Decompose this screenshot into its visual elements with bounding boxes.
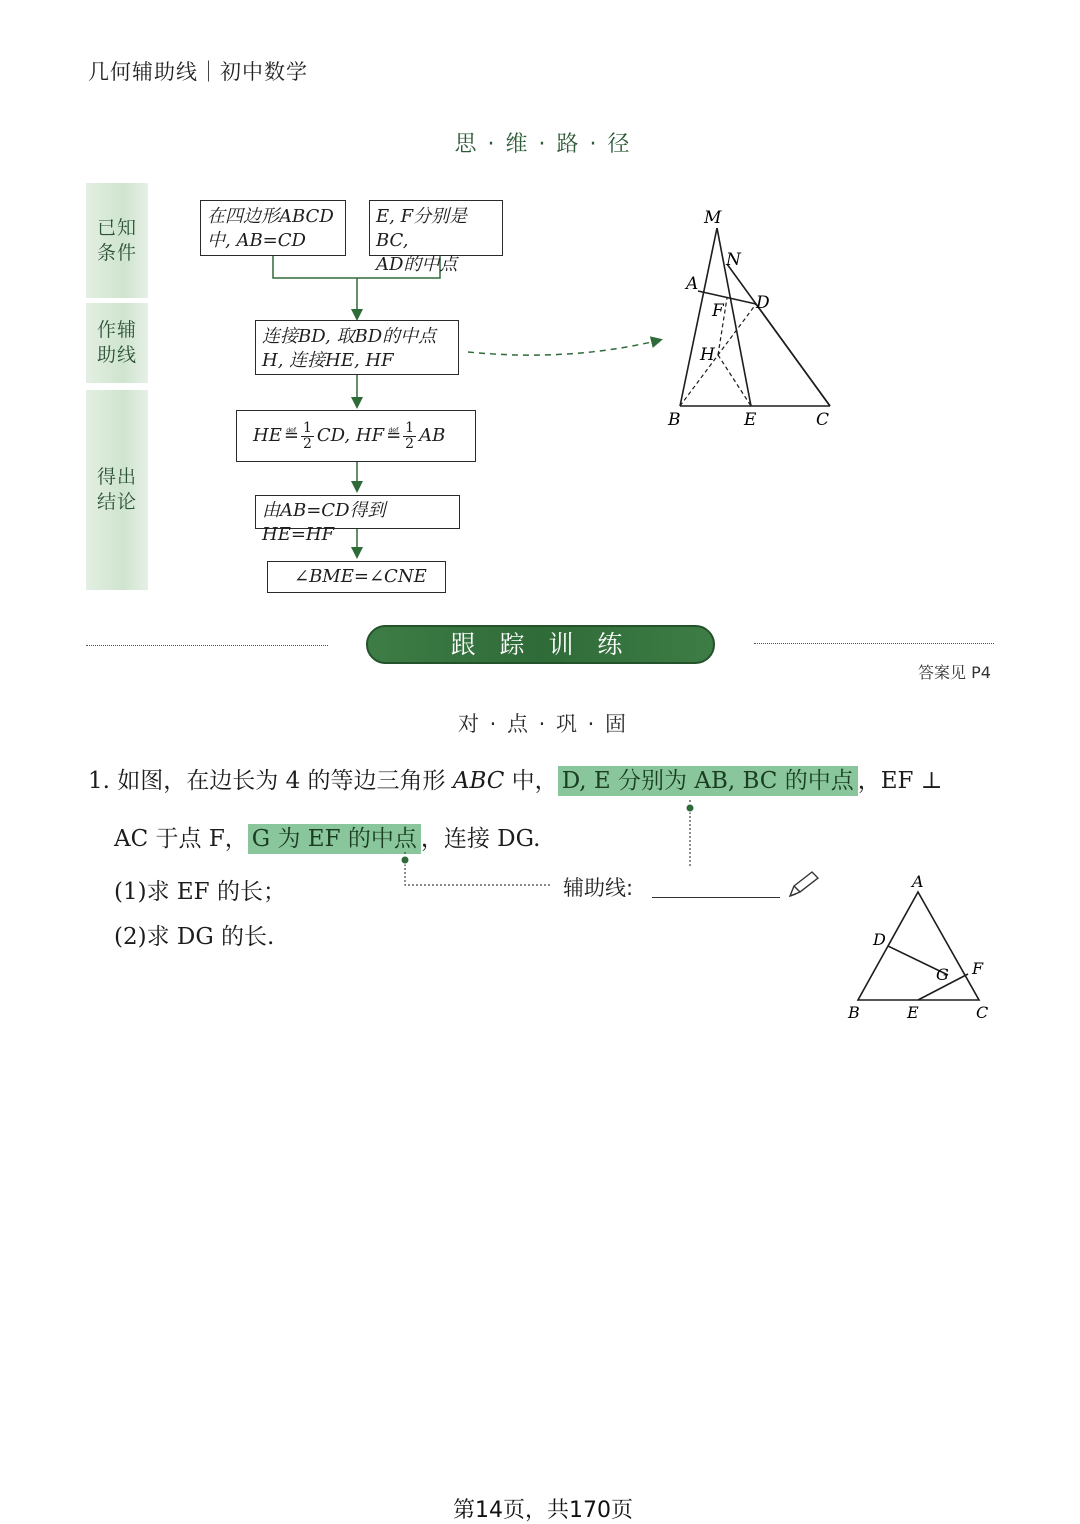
training-banner: 跟 踪 训 练 bbox=[366, 625, 715, 664]
highlight-midpoints: D, E 分别为 AB, BC 的中点 bbox=[558, 766, 858, 796]
box-given-1: 在四边形ABCD 中, AB=CD bbox=[200, 200, 346, 256]
line1-suffix: ，EF ⊥ bbox=[857, 768, 943, 794]
conc1-sym-2: ≝ bbox=[386, 425, 402, 446]
conc1-frac-2 bbox=[403, 421, 416, 452]
divider-right bbox=[754, 643, 994, 644]
annotation-connectors bbox=[395, 790, 705, 900]
ribbon-conclusion-label: 得出 结论 bbox=[96, 466, 137, 513]
label-N: N bbox=[726, 250, 741, 270]
conc1-c: AB bbox=[419, 425, 446, 446]
tri-label-F: F bbox=[972, 959, 984, 978]
frac-den: 2 bbox=[302, 435, 312, 452]
conc1-b: CD, HF bbox=[316, 425, 385, 446]
tri-label-B: B bbox=[848, 1003, 860, 1022]
ribbon-construct bbox=[86, 303, 148, 383]
box-conclusion-2: 由AB=CD得到HE=HF bbox=[255, 495, 460, 529]
quadrilateral-figure bbox=[660, 200, 840, 435]
frac-num: 1 bbox=[405, 419, 415, 436]
label-B: B bbox=[668, 410, 681, 430]
line1-mid: 中， bbox=[504, 768, 558, 794]
ribbon-construct-label: 作辅 助线 bbox=[96, 319, 137, 366]
line2-suffix: ，连接 DG. bbox=[420, 826, 541, 852]
ribbon-given-label: 已知 条件 bbox=[96, 216, 137, 264]
box-conclusion-3: ∠BME=∠CNE bbox=[267, 561, 446, 593]
tri-label-E: E bbox=[907, 1003, 919, 1022]
tri-label-D: D bbox=[873, 930, 886, 949]
connector-horizontal bbox=[405, 852, 550, 885]
tri-label-C: C bbox=[976, 1003, 989, 1022]
tri-label-G: G bbox=[936, 965, 949, 984]
line2-prefix: AC 于点 F， bbox=[114, 826, 248, 852]
ribbon-conclusion bbox=[86, 390, 148, 590]
practice-subtitle: 对 · 点 · 巩 · 固 bbox=[457, 712, 629, 736]
page-footer: 第14页，共170页 bbox=[453, 1498, 633, 1523]
connector-dot-1 bbox=[686, 804, 694, 812]
line1-prefix: 1. 如图，在边长为 4 的等边三角形 bbox=[88, 768, 453, 794]
aux-line-label: 辅助线: bbox=[563, 876, 634, 900]
box-conclusion-1 bbox=[236, 410, 476, 462]
triangle-figure bbox=[840, 870, 1000, 1030]
conc1-frac-1 bbox=[301, 421, 314, 452]
aux-line-blank[interactable] bbox=[652, 897, 780, 898]
divider-left bbox=[86, 645, 328, 646]
connector-dot-2 bbox=[401, 856, 409, 864]
question-2: (2)求 DG 的长. bbox=[114, 924, 275, 950]
frac-den: 2 bbox=[405, 435, 415, 452]
label-M: M bbox=[704, 208, 722, 228]
box-construct: 连接BD, 取BD的中点 H, 连接HE, HF bbox=[255, 320, 459, 375]
highlight-g-midpoint: G 为 EF 的中点 bbox=[248, 824, 421, 854]
book-header: 几何辅助线｜初中数学 bbox=[88, 60, 308, 84]
pencil-icon bbox=[786, 870, 822, 900]
frac-num: 1 bbox=[302, 419, 312, 436]
answer-reference: 答案见 P4 bbox=[918, 663, 991, 682]
box-given-2: E, F分别是BC, AD的中点 bbox=[369, 200, 503, 256]
segment-DC bbox=[756, 304, 830, 406]
label-D: D bbox=[756, 293, 770, 313]
ribbon-given bbox=[86, 183, 148, 298]
conc1-sym: ≝ bbox=[283, 425, 299, 446]
label-C: C bbox=[816, 410, 830, 430]
arrow-to-figure bbox=[468, 340, 660, 355]
conc1-a: HE bbox=[253, 425, 282, 446]
label-F: F bbox=[712, 301, 724, 321]
line1-abc: ABC bbox=[452, 768, 505, 794]
label-E: E bbox=[744, 410, 757, 430]
label-A: A bbox=[686, 274, 699, 294]
question-1: (1)求 EF 的长； bbox=[114, 879, 286, 905]
thinking-path-title: 思 · 维 · 路 · 径 bbox=[454, 132, 632, 157]
tri-label-A: A bbox=[912, 872, 924, 891]
label-H: H bbox=[700, 345, 715, 365]
